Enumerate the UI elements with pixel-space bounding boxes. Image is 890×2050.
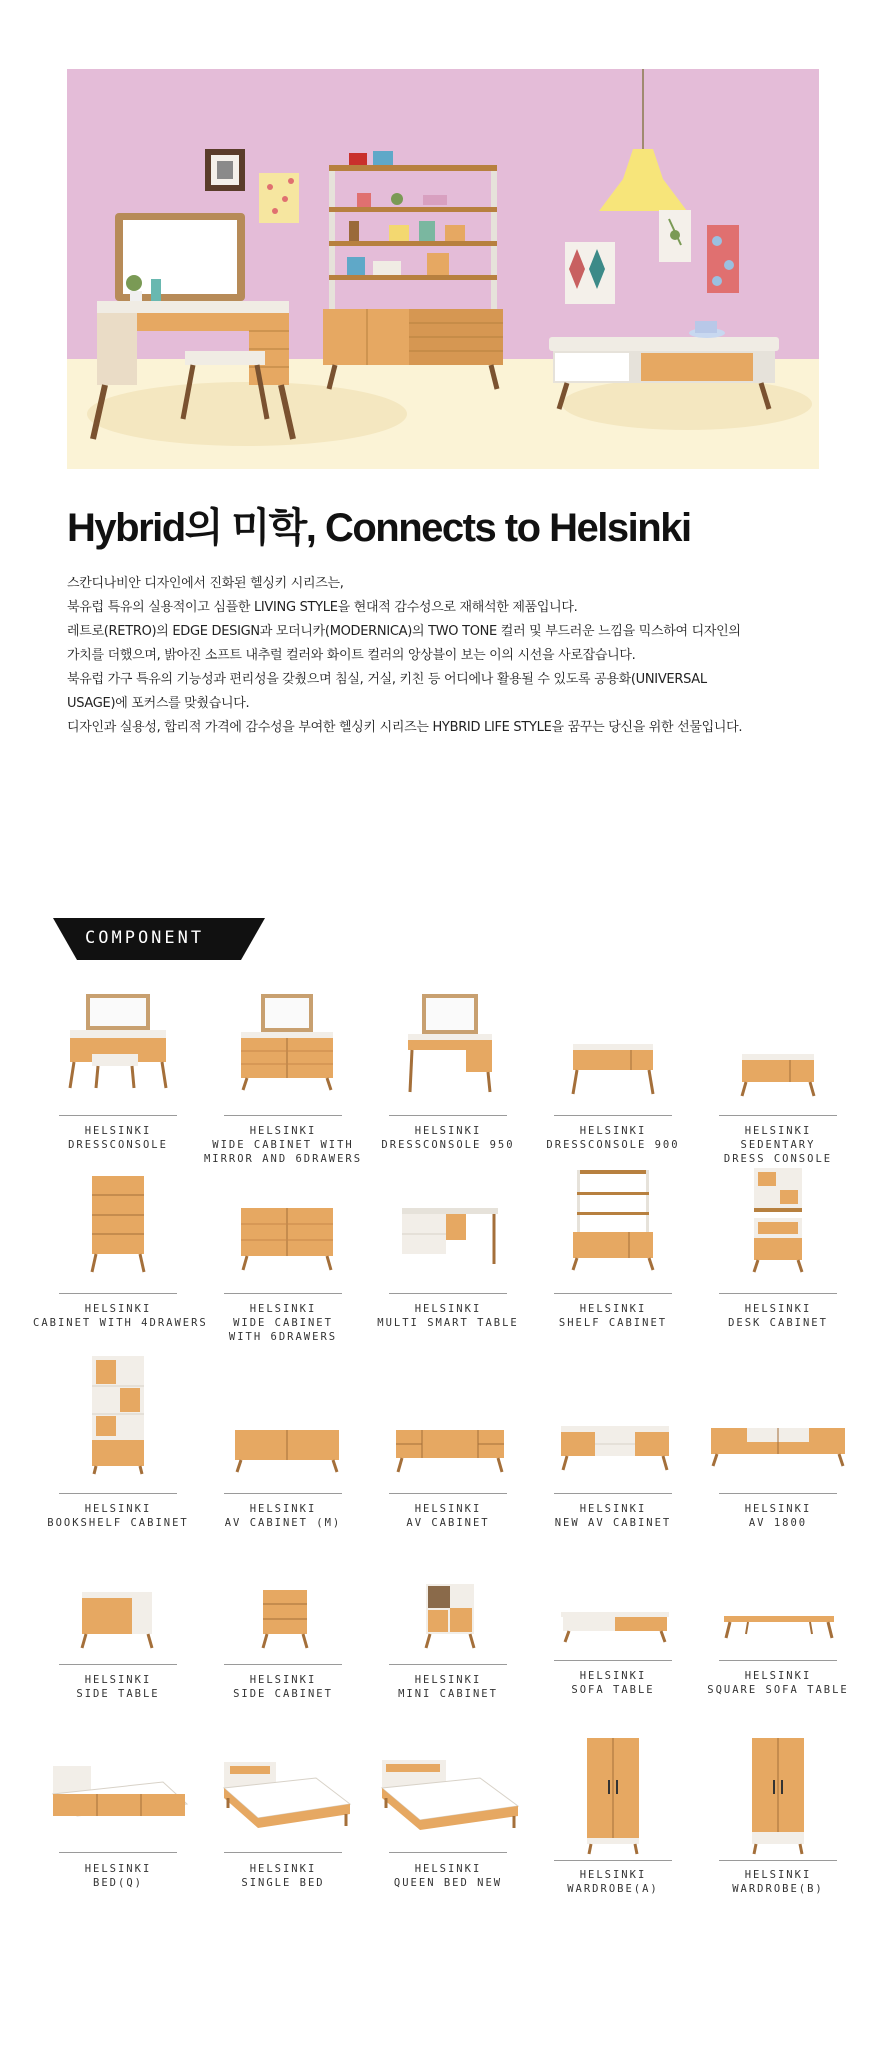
description-line: 가치를 더했으며, 밝아진 소프트 내추럴 컬러와 화이트 컬러의 앙상블이 보는 이의 시선을 사로잡습니다.	[67, 648, 636, 663]
description-line: 북유럽 특유의 실용적이고 심플한 LIVING STYLE을 현대적 감수성으로 재해석한 제품입니다.	[67, 600, 578, 615]
shelf-cabinet-image	[528, 1168, 698, 1278]
component-name: AV CABINET	[406, 1517, 490, 1529]
description	[67, 572, 787, 740]
component-brand: HELSINKI	[744, 1303, 812, 1315]
sedentary-console-image	[693, 990, 863, 1100]
component-name: WIDE CABINET	[233, 1317, 333, 1329]
description-line: 레트로(RETRO)의 EDGE DESIGN과 모더니카(MODERNICA)의 TWO TONE 컬러 및 부드러운 느낌을 믹스하여 디자인의	[67, 624, 741, 639]
component-brand: HELSINKI	[249, 1125, 317, 1137]
bookshelf-cabinet-image	[33, 1352, 203, 1478]
component-brand: HELSINKI	[84, 1503, 152, 1515]
component-name: DRESSCONSOLE 900	[546, 1139, 680, 1151]
component-caption	[33, 1302, 208, 1330]
component-caption	[198, 1502, 368, 1530]
divider	[389, 1493, 507, 1494]
divider	[224, 1493, 342, 1494]
divider	[389, 1115, 507, 1116]
hero-illustration	[67, 69, 819, 469]
component-name: AV 1800	[748, 1517, 808, 1529]
component-caption	[693, 1868, 863, 1896]
component-name: WIDE CABINET WITH	[212, 1139, 354, 1151]
component-brand: HELSINKI	[744, 1125, 812, 1137]
side-table-image	[33, 1546, 203, 1656]
component-brand: HELSINKI	[579, 1869, 647, 1881]
component-caption	[33, 1862, 203, 1890]
component-caption	[198, 1124, 368, 1166]
component-caption	[198, 1673, 368, 1701]
page-title: Hybrid의 미학, Connects to Helsinki	[67, 506, 691, 550]
divider	[554, 1493, 672, 1494]
component-name: DRESSCONSOLE 950	[381, 1139, 515, 1151]
component-name: SOFA TABLE	[571, 1684, 655, 1696]
wardrobe-a-image	[528, 1738, 698, 1858]
divider	[719, 1493, 837, 1494]
component-caption	[528, 1124, 698, 1152]
component-name: QUEEN BED NEW	[393, 1877, 503, 1889]
component-brand: HELSINKI	[744, 1869, 812, 1881]
component-caption	[693, 1502, 863, 1530]
component-name: BOOKSHELF CABINET	[47, 1517, 189, 1529]
divider	[224, 1115, 342, 1116]
component-name: WITH 6DRAWERS	[228, 1331, 338, 1343]
component-name: SQUARE SOFA TABLE	[707, 1684, 849, 1696]
divider	[59, 1493, 177, 1494]
component-caption	[33, 1502, 203, 1530]
component-caption	[528, 1302, 698, 1330]
component-name: DESK CABINET	[728, 1317, 828, 1329]
queen-bed-new-image	[363, 1738, 533, 1848]
component-caption	[363, 1502, 533, 1530]
sofa-table-image	[528, 1546, 698, 1656]
component-brand: HELSINKI	[579, 1670, 647, 1682]
divider	[719, 1115, 837, 1116]
cabinet-4drawers-image	[33, 1168, 203, 1278]
component-name: SINGLE BED	[241, 1877, 325, 1889]
divider	[389, 1664, 507, 1665]
single-bed-image	[198, 1738, 368, 1848]
description-line: 스칸디나비안 디자인에서 진화된 헬싱키 시리즈는,	[67, 576, 344, 591]
component-brand: HELSINKI	[84, 1674, 152, 1686]
component-brand: HELSINKI	[579, 1303, 647, 1315]
component-caption	[363, 1862, 533, 1890]
av-1800-image	[693, 1368, 863, 1478]
room-illustration-image	[67, 69, 819, 469]
component-brand: HELSINKI	[249, 1674, 317, 1686]
component-name: MINI CABINET	[398, 1688, 498, 1700]
component-name: DRESS CONSOLE	[723, 1153, 833, 1165]
dressconsole-950-image	[363, 990, 533, 1100]
component-name: SEDENTARY	[740, 1139, 816, 1151]
multi-smart-table-image	[363, 1168, 533, 1278]
description-line: 디자인과 실용성, 합리적 가격에 감수성을 부여한 헬싱키 시리즈는 HYBRID LIFE STYLE을 꿈꾸는 당신을 위한 선물입니다.	[67, 720, 743, 735]
component-brand: HELSINKI	[414, 1674, 482, 1686]
component-brand: HELSINKI	[414, 1125, 482, 1137]
new-av-cabinet-image	[528, 1368, 698, 1478]
component-caption	[693, 1669, 863, 1697]
component-caption	[693, 1302, 863, 1330]
dressconsole-image	[33, 990, 203, 1100]
divider	[59, 1115, 177, 1116]
component-caption	[528, 1502, 698, 1530]
av-cabinet-image	[363, 1368, 533, 1478]
component-name: MIRROR AND 6DRAWERS	[203, 1153, 363, 1165]
desk-cabinet-image	[693, 1168, 863, 1278]
component-brand: HELSINKI	[414, 1503, 482, 1515]
component-name: SIDE TABLE	[76, 1688, 160, 1700]
divider	[719, 1660, 837, 1661]
divider	[389, 1852, 507, 1853]
divider	[554, 1860, 672, 1861]
component-caption	[33, 1124, 203, 1152]
component-name: SHELF CABINET	[558, 1317, 668, 1329]
component-name: DRESSCONSOLE	[68, 1139, 168, 1151]
wide-cabinet-6drawers-image	[198, 1168, 368, 1278]
component-brand: HELSINKI	[744, 1670, 812, 1682]
component-name: NEW AV CABINET	[554, 1517, 672, 1529]
divider	[59, 1293, 177, 1294]
component-brand: HELSINKI	[744, 1503, 812, 1515]
divider	[554, 1660, 672, 1661]
component-caption	[363, 1673, 533, 1701]
component-brand: HELSINKI	[414, 1863, 482, 1875]
wide-cabinet-mirror-image	[198, 990, 368, 1100]
wardrobe-b-image	[693, 1738, 863, 1858]
component-brand: HELSINKI	[579, 1503, 647, 1515]
divider	[224, 1293, 342, 1294]
divider	[719, 1860, 837, 1861]
divider	[224, 1664, 342, 1665]
divider	[59, 1852, 177, 1853]
component-caption	[528, 1669, 698, 1697]
square-sofa-table-image	[693, 1546, 863, 1656]
component-caption	[693, 1124, 863, 1166]
component-name: AV CABINET (M)	[224, 1517, 342, 1529]
component-brand: HELSINKI	[249, 1303, 317, 1315]
divider	[554, 1293, 672, 1294]
component-brand: HELSINKI	[579, 1125, 647, 1137]
component-caption	[363, 1302, 533, 1330]
component-caption	[528, 1868, 698, 1896]
bed-q-image	[33, 1738, 203, 1848]
component-name: CABINET WITH 4DRAWERS	[33, 1317, 208, 1329]
component-name: MULTI SMART TABLE	[377, 1317, 519, 1329]
component-brand: HELSINKI	[84, 1125, 152, 1137]
component-caption	[198, 1302, 368, 1344]
divider	[389, 1293, 507, 1294]
component-name: WARDROBE(A)	[567, 1883, 659, 1895]
component-brand: HELSINKI	[84, 1303, 152, 1315]
description-line: 북유럽 가구 특유의 기능성과 편리성을 갖췄으며 침실, 거실, 키친 등 어디에나 활용될 수 있도록 공용화(UNIVERSAL	[67, 672, 707, 687]
component-name: SIDE CABINET	[233, 1688, 333, 1700]
mini-cabinet-image	[363, 1546, 533, 1656]
component-heading: COMPONENT	[85, 928, 205, 948]
component-brand: HELSINKI	[249, 1503, 317, 1515]
component-caption	[33, 1673, 203, 1701]
component-caption	[198, 1862, 368, 1890]
av-cabinet-m-image	[198, 1368, 368, 1478]
description-line: USAGE)에 포커스를 맞췄습니다.	[67, 696, 250, 711]
divider	[59, 1664, 177, 1665]
divider	[224, 1852, 342, 1853]
component-brand: HELSINKI	[84, 1863, 152, 1875]
divider	[554, 1115, 672, 1116]
component-caption	[363, 1124, 533, 1152]
dressconsole-900-image	[528, 990, 698, 1100]
component-name: WARDROBE(B)	[732, 1883, 824, 1895]
component-brand: HELSINKI	[414, 1303, 482, 1315]
side-cabinet-image	[198, 1546, 368, 1656]
component-brand: HELSINKI	[249, 1863, 317, 1875]
component-banner	[53, 918, 265, 960]
component-name: BED(Q)	[93, 1877, 143, 1889]
divider	[719, 1293, 837, 1294]
